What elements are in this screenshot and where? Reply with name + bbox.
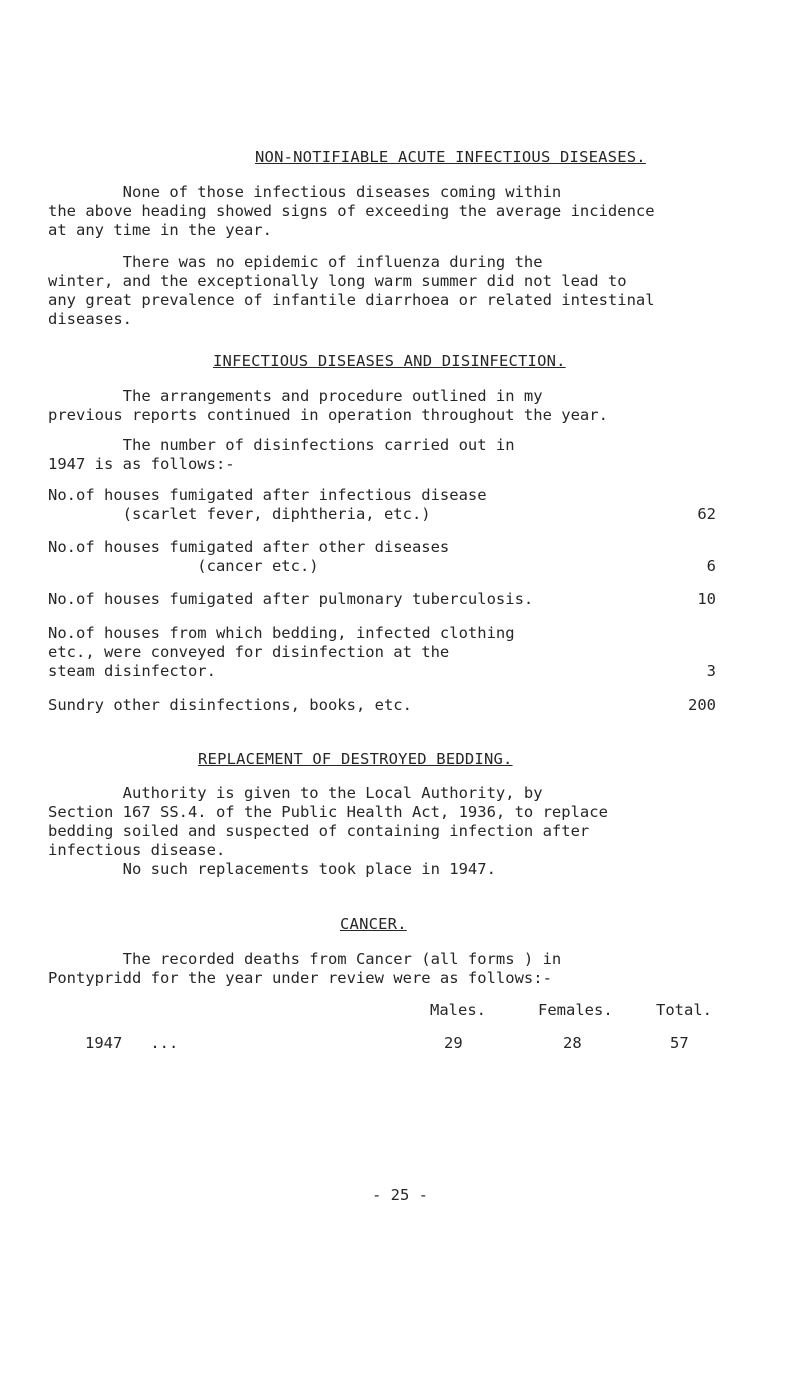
table-cell-total: 57 [670,1034,689,1052]
disinfection-item-label: No.of houses fumigated after other diseases (cancer etc.) [48,538,450,575]
paragraph-number-of-disinfections: The number of disinfections carried out in 1947 is as follows:- [48,436,515,473]
page-number: - 25 - [372,1186,428,1204]
disinfection-item-label: Sundry other disinfections, books, etc. [48,696,412,714]
table-header-total: Total. [656,1001,712,1019]
table-cell-females: 28 [563,1034,582,1052]
table-header-males: Males. [430,1001,486,1019]
heading-replacement-bedding: REPLACEMENT OF DESTROYED BEDDING. [198,750,513,768]
paragraph-none-of-those: None of those infectious diseases coming within the above heading showed signs of exceeding the average incidence at any time in the year. [48,183,655,239]
disinfection-item-value: 3 [706,662,716,680]
disinfection-item-value: 6 [706,557,716,575]
paragraph-cancer-deaths: The recorded deaths from Cancer (all forms ) in Pontypridd for the year under review were as follows:- [48,950,562,987]
disinfection-item-label: No.of houses from which bedding, infected clothing etc., were conveyed for disinfection at the steam disinfector. [48,624,515,680]
disinfection-item-value: 62 [697,505,716,523]
heading-non-notifiable: NON-NOTIFIABLE ACUTE INFECTIOUS DISEASES. [255,148,646,166]
table-header-females: Females. [538,1001,613,1019]
paragraph-arrangements: The arrangements and procedure outlined in my previous reports continued in operation throughout the year. [48,387,608,424]
paragraph-no-replacements: No such replacements took place in 1947. [48,860,496,878]
paragraph-authority: Authority is given to the Local Authority, by Section 167 SS.4. of the Public Health Act, 1936, to replace bedding soiled and suspected of containing infection after infectious disease. [48,784,608,859]
heading-cancer: CANCER. [340,915,407,933]
table-cell-males: 29 [444,1034,463,1052]
table-row-label: 1947 ... [85,1034,179,1052]
disinfection-item-label: No.of houses fumigated after pulmonary tuberculosis. [48,590,534,608]
disinfection-item-value: 10 [697,590,716,608]
paragraph-influenza: There was no epidemic of influenza during the winter, and the exceptionally long warm summer did not lead to any great prevalence of infantile diarrhoea or related intestinal diseases. [48,253,655,328]
heading-infectious-disinfection: INFECTIOUS DISEASES AND DISINFECTION. [213,352,566,370]
disinfection-item-label: No.of houses fumigated after infectious disease (scarlet fever, diphtheria, etc.) [48,486,487,523]
disinfection-item-value: 200 [688,696,716,714]
